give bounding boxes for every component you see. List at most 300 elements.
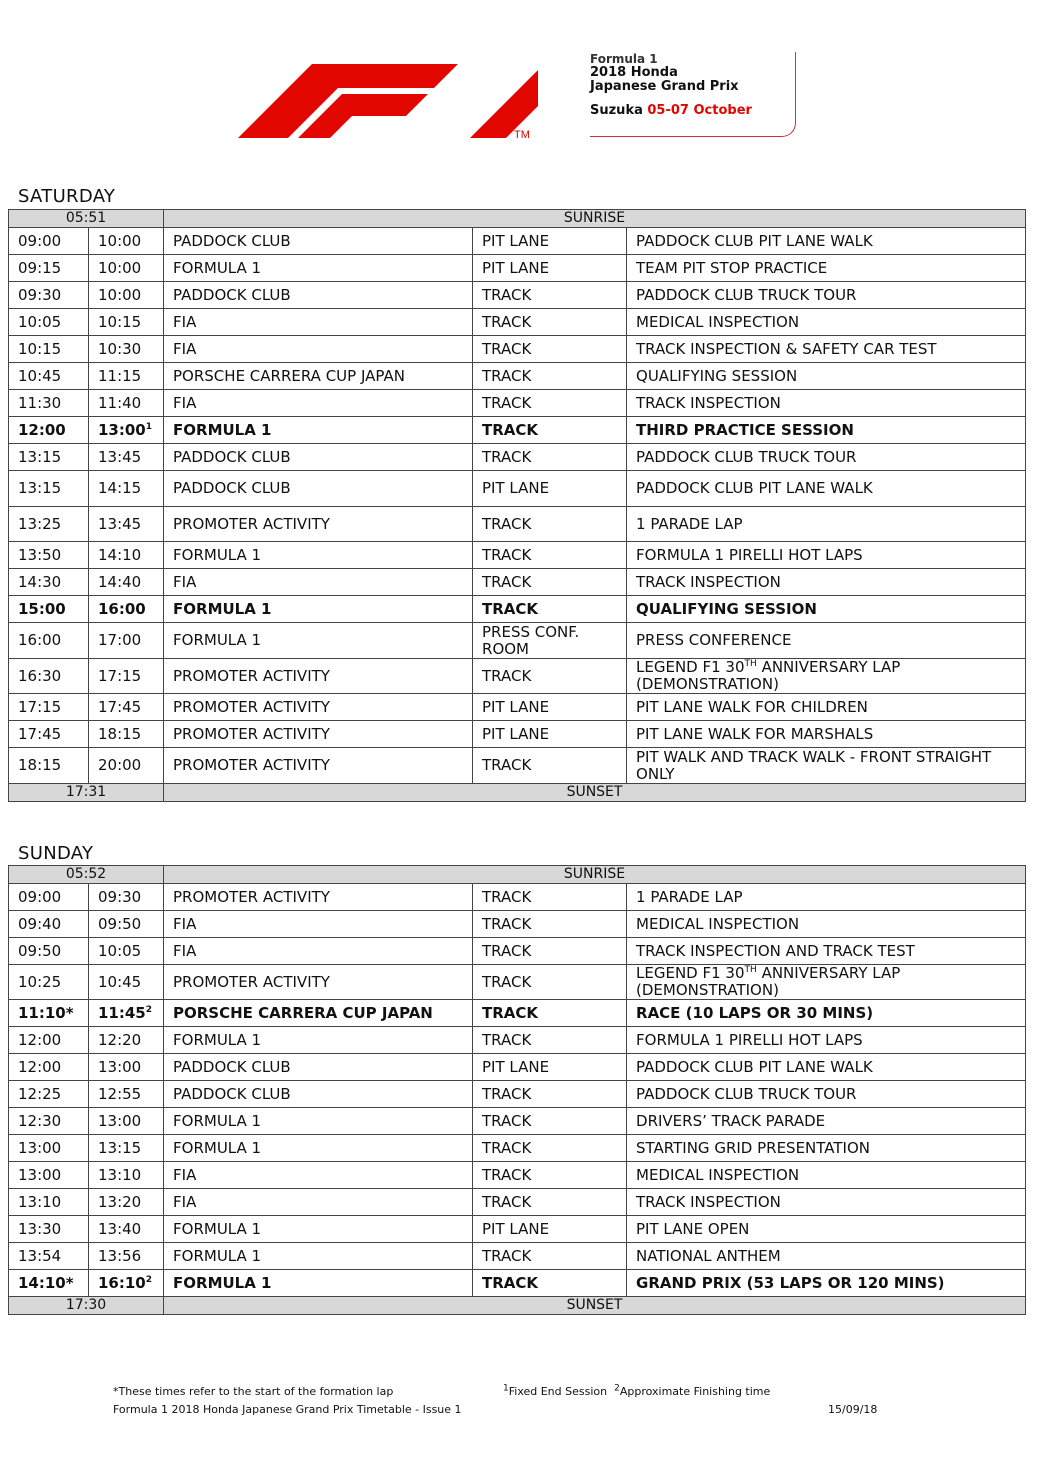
- start-time: 10:05: [9, 309, 89, 336]
- start-time: 14:10*: [9, 1270, 89, 1297]
- end-time: [89, 569, 164, 596]
- participant: PADDOCK CLUB: [164, 1081, 473, 1108]
- event-text: DRIVERS’ TRACK PARADE: [636, 1111, 826, 1130]
- event-text: TRACK INSPECTION: [636, 393, 781, 412]
- schedule-row: [9, 884, 1026, 911]
- event-text-rest: ANNIVERSARY LAP (DEMONSTRATION): [636, 964, 901, 999]
- start-time: 09:40: [9, 911, 89, 938]
- event-description: [627, 721, 1026, 748]
- event-description: [627, 1135, 1026, 1162]
- location: TRACK: [473, 309, 627, 336]
- location: PIT LANE: [473, 255, 627, 282]
- end-time-value: 16:00: [98, 599, 146, 618]
- end-time-value: 13:15: [98, 1138, 142, 1157]
- participant: PADDOCK CLUB: [164, 444, 473, 471]
- schedule-row: [9, 938, 1026, 965]
- event-text: PIT WALK AND TRACK WALK - FRONT STRAIGHT ONLY: [636, 747, 992, 783]
- event-line3: Japanese Grand Prix: [590, 79, 739, 94]
- end-time-value: 13:00: [98, 420, 146, 439]
- event-description: [627, 623, 1026, 659]
- end-time-value: 12:20: [98, 1030, 142, 1049]
- start-time: 13:25: [9, 507, 89, 542]
- end-time-value: 17:45: [98, 697, 142, 716]
- event-text: MEDICAL INSPECTION: [636, 1165, 800, 1184]
- footer-footnotes: [503, 1385, 770, 1398]
- start-time: 13:15: [9, 444, 89, 471]
- event-venue: Suzuka: [590, 103, 643, 118]
- schedule-row: [9, 1027, 1026, 1054]
- end-time-footnote: 1: [145, 421, 153, 432]
- start-time: 09:00: [9, 884, 89, 911]
- event-text: RACE (10 LAPS OR 30 MINS): [636, 1003, 874, 1022]
- event-description: [627, 1270, 1026, 1297]
- participant: FORMULA 1: [164, 1243, 473, 1270]
- event-description: [627, 1216, 1026, 1243]
- end-time: [89, 1027, 164, 1054]
- end-time: [89, 1216, 164, 1243]
- sunset-row: [9, 1297, 1026, 1315]
- start-time: 11:30: [9, 390, 89, 417]
- start-time: 09:15: [9, 255, 89, 282]
- schedule-row: [9, 282, 1026, 309]
- start-time: 17:45: [9, 721, 89, 748]
- participant: FIA: [164, 911, 473, 938]
- event-description: [627, 390, 1026, 417]
- end-time-value: 13:10: [98, 1165, 142, 1184]
- schedule-row: [9, 1216, 1026, 1243]
- end-time: [89, 1162, 164, 1189]
- participant: PORSCHE CARRERA CUP JAPAN: [164, 1000, 473, 1027]
- start-time: 13:15: [9, 471, 89, 507]
- event-description: [627, 1243, 1026, 1270]
- start-time: 13:30: [9, 1216, 89, 1243]
- participant: FIA: [164, 569, 473, 596]
- end-time-footnote: 2: [145, 1274, 153, 1285]
- location: TRACK: [473, 965, 627, 1000]
- location: PRESS CONF. ROOM: [473, 623, 627, 659]
- event-description: [627, 1081, 1026, 1108]
- event-text: TRACK INSPECTION: [636, 572, 781, 591]
- participant: PROMOTER ACTIVITY: [164, 965, 473, 1000]
- participant: FIA: [164, 1162, 473, 1189]
- sunrise-time: 05:52: [9, 866, 164, 884]
- event-dates: 05-07 October: [647, 103, 752, 118]
- schedule-row: [9, 444, 1026, 471]
- event-info: [590, 52, 796, 137]
- svg-text:TM: TM: [514, 129, 530, 140]
- end-time: [89, 596, 164, 623]
- start-time: 12:00: [9, 417, 89, 444]
- location: TRACK: [473, 1027, 627, 1054]
- schedule-row: [9, 748, 1026, 784]
- event-description: [627, 228, 1026, 255]
- location: TRACK: [473, 1189, 627, 1216]
- event-description: [627, 363, 1026, 390]
- event-description: [627, 965, 1026, 1000]
- location: PIT LANE: [473, 228, 627, 255]
- end-time-value: 10:15: [98, 312, 142, 331]
- participant: FORMULA 1: [164, 1027, 473, 1054]
- participant: FORMULA 1: [164, 1108, 473, 1135]
- footer-doc-title: Formula 1 2018 Honda Japanese Grand Prix Timetable - Issue 1: [113, 1403, 462, 1416]
- end-time-value: 13:45: [98, 447, 142, 466]
- end-time-value: 10:00: [98, 231, 142, 250]
- event-description: [627, 569, 1026, 596]
- location: TRACK: [473, 659, 627, 694]
- schedule-row: [9, 309, 1026, 336]
- event-text: THIRD PRACTICE SESSION: [636, 420, 854, 439]
- end-time-value: 18:15: [98, 724, 142, 743]
- participant: PADDOCK CLUB: [164, 228, 473, 255]
- end-time: [89, 363, 164, 390]
- start-time: 12:00: [9, 1027, 89, 1054]
- participant: FORMULA 1: [164, 596, 473, 623]
- event-text: 1 PARADE LAP: [636, 887, 743, 906]
- sunset-label: SUNSET: [164, 784, 1026, 802]
- event-text: PIT LANE WALK FOR MARSHALS: [636, 724, 874, 743]
- event-description: [627, 694, 1026, 721]
- start-time: 12:25: [9, 1081, 89, 1108]
- schedule-row: [9, 255, 1026, 282]
- participant: PROMOTER ACTIVITY: [164, 884, 473, 911]
- schedule-row: [9, 1054, 1026, 1081]
- start-time: 10:25: [9, 965, 89, 1000]
- event-description: [627, 1162, 1026, 1189]
- start-time: 13:00: [9, 1135, 89, 1162]
- location: TRACK: [473, 417, 627, 444]
- sunrise-row: [9, 210, 1026, 228]
- end-time-value: 10:05: [98, 941, 142, 960]
- location: TRACK: [473, 444, 627, 471]
- sunset-time: 17:30: [9, 1297, 164, 1315]
- event-description: [627, 938, 1026, 965]
- start-time: 18:15: [9, 748, 89, 784]
- location: TRACK: [473, 1162, 627, 1189]
- event-text: PADDOCK CLUB PIT LANE WALK: [636, 479, 873, 497]
- start-time: 13:10: [9, 1189, 89, 1216]
- location: TRACK: [473, 542, 627, 569]
- start-time: 16:30: [9, 659, 89, 694]
- sunday-schedule-table: [8, 865, 1026, 1315]
- event-text: LEGEND F1 30: [636, 658, 745, 676]
- location: TRACK: [473, 884, 627, 911]
- participant: PROMOTER ACTIVITY: [164, 659, 473, 694]
- fn2-mark: 2: [614, 1383, 620, 1394]
- participant: FORMULA 1: [164, 1216, 473, 1243]
- end-time: [89, 1108, 164, 1135]
- event-description: [627, 748, 1026, 784]
- schedule-row: [9, 363, 1026, 390]
- end-time: [89, 623, 164, 659]
- location: TRACK: [473, 938, 627, 965]
- location: TRACK: [473, 596, 627, 623]
- event-text: PIT LANE OPEN: [636, 1219, 750, 1238]
- start-time: 16:00: [9, 623, 89, 659]
- event-text-rest: ANNIVERSARY LAP (DEMONSTRATION): [636, 658, 901, 693]
- participant: PROMOTER ACTIVITY: [164, 721, 473, 748]
- location: TRACK: [473, 363, 627, 390]
- event-text: TRACK INSPECTION: [636, 1192, 781, 1211]
- event-description: [627, 309, 1026, 336]
- event-text: PADDOCK CLUB PIT LANE WALK: [636, 1057, 873, 1076]
- end-time: [89, 938, 164, 965]
- schedule-row: [9, 721, 1026, 748]
- schedule-row: [9, 911, 1026, 938]
- sunset-row: [9, 784, 1026, 802]
- end-time: [89, 255, 164, 282]
- start-time: 15:00: [9, 596, 89, 623]
- event-description: [627, 282, 1026, 309]
- location: PIT LANE: [473, 471, 627, 507]
- participant: FORMULA 1: [164, 542, 473, 569]
- end-time: [89, 507, 164, 542]
- start-time: 13:00: [9, 1162, 89, 1189]
- event-description: [627, 1000, 1026, 1027]
- participant: FIA: [164, 1189, 473, 1216]
- location: TRACK: [473, 748, 627, 784]
- event-description: [627, 507, 1026, 542]
- sunrise-label: SUNRISE: [164, 210, 1026, 228]
- end-time: [89, 1135, 164, 1162]
- sunrise-row: [9, 866, 1026, 884]
- end-time: [89, 721, 164, 748]
- end-time-value: 11:45: [98, 1003, 146, 1022]
- participant: FORMULA 1: [164, 1135, 473, 1162]
- event-description: [627, 444, 1026, 471]
- end-time: [89, 884, 164, 911]
- sunday-title: SUNDAY: [18, 843, 94, 864]
- schedule-row: [9, 417, 1026, 444]
- event-description: [627, 596, 1026, 623]
- schedule-row: [9, 1243, 1026, 1270]
- end-time: [89, 1270, 164, 1297]
- end-time-value: 12:55: [98, 1084, 142, 1103]
- end-time: [89, 694, 164, 721]
- participant: FIA: [164, 938, 473, 965]
- start-time: 12:30: [9, 1108, 89, 1135]
- end-time-value: 09:50: [98, 914, 142, 933]
- participant: FIA: [164, 336, 473, 363]
- start-time: 09:30: [9, 282, 89, 309]
- schedule-row: [9, 336, 1026, 363]
- location: TRACK: [473, 1270, 627, 1297]
- event-description: [627, 884, 1026, 911]
- participant: PROMOTER ACTIVITY: [164, 507, 473, 542]
- event-text: FORMULA 1 PIRELLI HOT LAPS: [636, 545, 863, 564]
- fn1-text: Fixed End Session: [508, 1385, 608, 1398]
- location: PIT LANE: [473, 694, 627, 721]
- schedule-row: [9, 542, 1026, 569]
- location: TRACK: [473, 1135, 627, 1162]
- event-text: PRESS CONFERENCE: [636, 631, 792, 649]
- schedule-row: [9, 507, 1026, 542]
- schedule-row: [9, 623, 1026, 659]
- event-text: QUALIFYING SESSION: [636, 366, 798, 385]
- schedule-row: [9, 659, 1026, 694]
- participant: FORMULA 1: [164, 623, 473, 659]
- end-time-value: 13:00: [98, 1111, 142, 1130]
- event-text: QUALIFYING SESSION: [636, 599, 817, 618]
- schedule-row: [9, 965, 1026, 1000]
- event-line1: Formula 1: [590, 52, 658, 66]
- event-description: [627, 255, 1026, 282]
- event-text: 1 PARADE LAP: [636, 514, 743, 533]
- schedule-row: [9, 1189, 1026, 1216]
- participant: PROMOTER ACTIVITY: [164, 694, 473, 721]
- event-description: [627, 659, 1026, 694]
- end-time: [89, 1243, 164, 1270]
- location: TRACK: [473, 1108, 627, 1135]
- saturday-title: SATURDAY: [18, 186, 116, 207]
- end-time: [89, 1081, 164, 1108]
- schedule-row: [9, 596, 1026, 623]
- event-line2: 2018 Honda: [590, 65, 678, 80]
- event-description: [627, 471, 1026, 507]
- location: TRACK: [473, 282, 627, 309]
- start-time: 10:15: [9, 336, 89, 363]
- sunrise-label: SUNRISE: [164, 866, 1026, 884]
- end-time-value: 11:15: [98, 366, 142, 385]
- participant: FORMULA 1: [164, 255, 473, 282]
- sunrise-time: 05:51: [9, 210, 164, 228]
- end-time-value: 09:30: [98, 887, 142, 906]
- location: PIT LANE: [473, 1216, 627, 1243]
- end-time-value: 10:00: [98, 285, 142, 304]
- event-description: [627, 417, 1026, 444]
- event-description: [627, 542, 1026, 569]
- event-text-sup: TH: [744, 659, 757, 669]
- location: TRACK: [473, 336, 627, 363]
- event-text: NATIONAL ANTHEM: [636, 1246, 781, 1265]
- end-time: [89, 282, 164, 309]
- location: TRACK: [473, 1081, 627, 1108]
- event-text: MEDICAL INSPECTION: [636, 914, 800, 933]
- schedule-row: [9, 1270, 1026, 1297]
- end-time-value: 20:00: [98, 756, 142, 774]
- location: TRACK: [473, 507, 627, 542]
- event-description: [627, 1054, 1026, 1081]
- end-time: [89, 1054, 164, 1081]
- end-time: [89, 1189, 164, 1216]
- event-text: TEAM PIT STOP PRACTICE: [636, 258, 828, 277]
- end-time-value: 16:10: [98, 1273, 146, 1292]
- end-time-value: 17:15: [98, 666, 142, 685]
- event-text: PADDOCK CLUB TRUCK TOUR: [636, 447, 857, 466]
- schedule-row: [9, 390, 1026, 417]
- end-time-value: 17:00: [98, 631, 142, 649]
- participant: FIA: [164, 390, 473, 417]
- event-description: [627, 1027, 1026, 1054]
- end-time-value: 13:56: [98, 1246, 142, 1265]
- location: TRACK: [473, 390, 627, 417]
- event-description: [627, 1189, 1026, 1216]
- end-time: [89, 965, 164, 1000]
- schedule-row: [9, 1162, 1026, 1189]
- participant: PADDOCK CLUB: [164, 471, 473, 507]
- end-time-value: 14:10: [98, 545, 142, 564]
- end-time-value: 10:00: [98, 258, 142, 277]
- end-time: [89, 309, 164, 336]
- event-text: TRACK INSPECTION AND TRACK TEST: [636, 941, 915, 960]
- start-time: 13:54: [9, 1243, 89, 1270]
- end-time: [89, 911, 164, 938]
- schedule-row: [9, 471, 1026, 507]
- location: PIT LANE: [473, 1054, 627, 1081]
- event-description: [627, 336, 1026, 363]
- footer-date: 15/09/18: [828, 1403, 878, 1416]
- footer-note: *These times refer to the start of the formation lap: [113, 1385, 394, 1398]
- schedule-row: [9, 1108, 1026, 1135]
- page-header: [0, 0, 1048, 160]
- location: TRACK: [473, 911, 627, 938]
- schedule-row: [9, 228, 1026, 255]
- start-time: 13:50: [9, 542, 89, 569]
- end-time-value: 13:20: [98, 1192, 142, 1211]
- schedule-row: [9, 1000, 1026, 1027]
- schedule-row: [9, 1135, 1026, 1162]
- event-text-sup: TH: [744, 965, 757, 975]
- end-time-value: 13:45: [98, 514, 142, 533]
- location: TRACK: [473, 569, 627, 596]
- end-time: [89, 336, 164, 363]
- end-time: [89, 748, 164, 784]
- participant: FORMULA 1: [164, 417, 473, 444]
- schedule-row: [9, 1081, 1026, 1108]
- event-text: PADDOCK CLUB TRUCK TOUR: [636, 1084, 857, 1103]
- event-text: GRAND PRIX (53 LAPS OR 120 MINS): [636, 1273, 945, 1292]
- end-time: [89, 471, 164, 507]
- end-time: [89, 444, 164, 471]
- end-time-value: 13:00: [98, 1057, 142, 1076]
- start-time: 09:50: [9, 938, 89, 965]
- end-time: [89, 1000, 164, 1027]
- event-text: LEGEND F1 30: [636, 964, 745, 982]
- event-text: MEDICAL INSPECTION: [636, 312, 800, 331]
- fn1-mark: 1: [503, 1383, 509, 1394]
- start-time: 17:15: [9, 694, 89, 721]
- end-time-value: 10:45: [98, 972, 142, 991]
- event-text: TRACK INSPECTION & SAFETY CAR TEST: [636, 339, 937, 358]
- end-time-footnote: 2: [145, 1004, 153, 1015]
- end-time: [89, 542, 164, 569]
- event-text: PADDOCK CLUB PIT LANE WALK: [636, 231, 873, 250]
- sunset-time: 17:31: [9, 784, 164, 802]
- start-time: 12:00: [9, 1054, 89, 1081]
- end-time: [89, 390, 164, 417]
- start-time: 11:10*: [9, 1000, 89, 1027]
- participant: FIA: [164, 309, 473, 336]
- end-time-value: 11:40: [98, 393, 142, 412]
- event-venue-dates: [590, 103, 795, 118]
- participant: PADDOCK CLUB: [164, 1054, 473, 1081]
- sunset-label: SUNSET: [164, 1297, 1026, 1315]
- participant: PROMOTER ACTIVITY: [164, 748, 473, 784]
- participant: PADDOCK CLUB: [164, 282, 473, 309]
- saturday-schedule-table: [8, 209, 1026, 802]
- location: TRACK: [473, 1243, 627, 1270]
- f1-logo: [238, 52, 538, 140]
- event-text: PADDOCK CLUB TRUCK TOUR: [636, 285, 857, 304]
- event-text: PIT LANE WALK FOR CHILDREN: [636, 697, 868, 716]
- event-text: STARTING GRID PRESENTATION: [636, 1138, 870, 1157]
- event-description: [627, 1108, 1026, 1135]
- end-time-value: 14:40: [98, 572, 142, 591]
- end-time-value: 10:30: [98, 339, 142, 358]
- participant: PORSCHE CARRERA CUP JAPAN: [164, 363, 473, 390]
- end-time: [89, 659, 164, 694]
- schedule-row: [9, 694, 1026, 721]
- event-description: [627, 911, 1026, 938]
